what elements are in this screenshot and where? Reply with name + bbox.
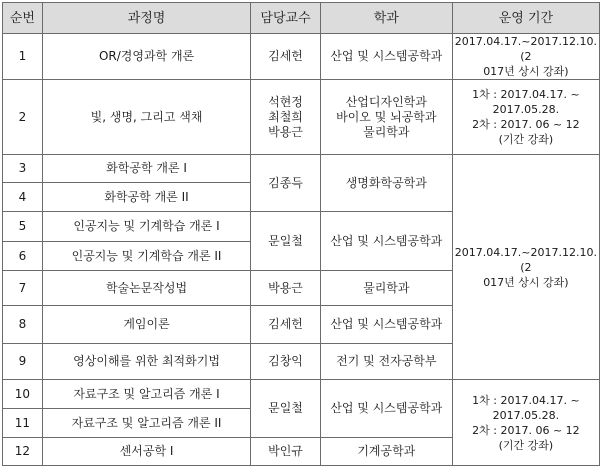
period-line: 2차 : 2017. 06 ~ 12: [472, 423, 580, 437]
period: [452, 155, 599, 380]
course-name: 화학공학 개론 I: [42, 155, 250, 183]
course-name: 인공지능 및 기계학습 개론 I: [42, 212, 250, 242]
row-number: 7: [3, 271, 43, 306]
row-number: 1: [3, 34, 43, 80]
department: 물리학과: [320, 271, 452, 306]
professor: 문일철: [251, 380, 321, 438]
period-line: (기간 강좌): [498, 438, 554, 452]
header-professor: 담당교수: [251, 3, 321, 34]
table-row: [3, 80, 600, 155]
department: [320, 80, 452, 155]
period-line: 2017.05.28.: [492, 408, 560, 422]
row-number: 4: [3, 183, 43, 212]
professor-name: 석현정: [268, 94, 303, 109]
department: 전기 및 전자공학부: [320, 344, 452, 380]
period-line: 2017.04.17.~2017.12.10.(2: [454, 35, 597, 63]
table-row: [3, 34, 600, 80]
department-name: 물리학과: [363, 124, 410, 139]
row-number: 3: [3, 155, 43, 183]
row-number: 2: [3, 80, 43, 155]
row-number: 12: [3, 438, 43, 466]
course-name: 학술논문작성법: [42, 271, 250, 306]
department-name: 바이오 및 뇌공학과: [336, 109, 437, 124]
period-line: (기간 강좌): [498, 133, 554, 146]
period: [452, 80, 599, 155]
department: 산업 및 시스템공학과: [320, 34, 452, 80]
department: 산업 및 시스템공학과: [320, 380, 452, 438]
course-name: 인공지능 및 기계학습 개론 II: [42, 242, 250, 271]
course-name: 센서공학 I: [42, 438, 250, 466]
professor-name: 박용근: [268, 124, 303, 139]
period-line: 1차 : 2017.04.17. ~: [472, 393, 580, 407]
professor: 김창익: [251, 344, 321, 380]
professor: 김세헌: [251, 34, 321, 80]
header-period: 운영 기간: [452, 3, 599, 34]
row-number: 8: [3, 306, 43, 344]
professor: [251, 80, 321, 155]
professor: 문일철: [251, 212, 321, 271]
course-name: 화학공학 개론 II: [42, 183, 250, 212]
course-name: 빛, 생명, 그리고 색채: [42, 80, 250, 155]
department: 기계공학과: [320, 438, 452, 466]
period-line: 017년 상시 강좌): [483, 275, 569, 289]
professor: 박용근: [251, 271, 321, 306]
department: 생명화학공학과: [320, 155, 452, 212]
professor: 김세헌: [251, 306, 321, 344]
course-name: OR/경영과학 개론: [42, 34, 250, 80]
table-row: [3, 155, 600, 183]
row-number: 11: [3, 409, 43, 438]
department-name: 산업디자인학과: [345, 94, 427, 109]
course-name: 자료구조 및 알고리즘 개론 I: [42, 380, 250, 409]
header-department: 학과: [320, 3, 452, 34]
period: [452, 380, 599, 466]
professor: 김종득: [251, 155, 321, 212]
period-line: 2017.04.17.~2017.12.10.(2: [454, 245, 597, 274]
header-row: [3, 3, 600, 34]
period-line: 1차 : 2017.04.17. ~: [472, 88, 580, 101]
course-name: 게임이론: [42, 306, 250, 344]
department: 산업 및 시스템공학과: [320, 306, 452, 344]
course-name: 자료구조 및 알고리즘 개론 II: [42, 409, 250, 438]
period-line: 2017.05.28.: [492, 103, 560, 116]
table-row: [3, 380, 600, 409]
header-course: 과정명: [42, 3, 250, 34]
row-number: 6: [3, 242, 43, 271]
professor-name: 최철희: [268, 109, 303, 124]
header-no: 순번: [3, 3, 43, 34]
row-number: 10: [3, 380, 43, 409]
period-line: 2차 : 2017. 06 ~ 12: [472, 118, 580, 131]
period: [452, 34, 599, 80]
course-name: 영상이해를 위한 최적화기법: [42, 344, 250, 380]
row-number: 5: [3, 212, 43, 242]
period-line: 017년 상시 강좌): [483, 65, 569, 78]
row-number: 9: [3, 344, 43, 380]
department: 산업 및 시스템공학과: [320, 212, 452, 271]
course-table: [2, 2, 600, 466]
professor: 박인규: [251, 438, 321, 466]
